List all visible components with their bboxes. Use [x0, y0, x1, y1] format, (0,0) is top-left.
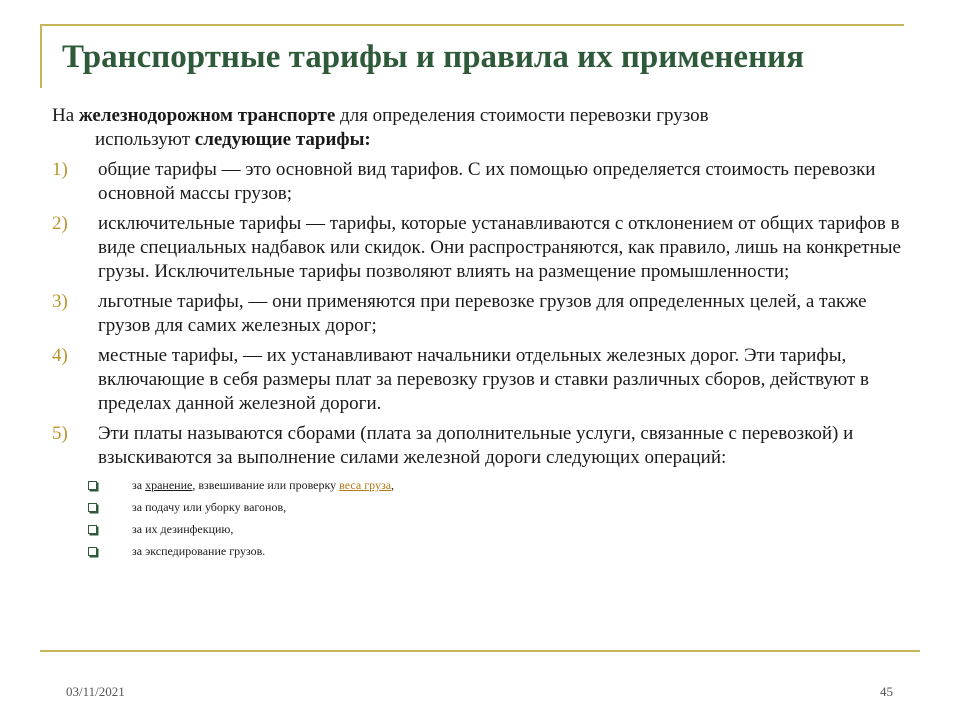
storage-text: хранение — [145, 478, 193, 492]
sub-text: за экспедирование грузов. — [132, 544, 266, 558]
sub-text: за их дезинфекцию, — [132, 522, 234, 536]
sub-text: за — [132, 478, 146, 492]
list-item-2 — [52, 212, 912, 284]
sub-text: за подачу или уборку вагонов, — [132, 500, 287, 514]
footer-date: 03/11/2021 — [66, 684, 125, 699]
cargo-weight-link[interactable]: веса груза — [339, 478, 392, 492]
checkbox-bullet-icon — [88, 503, 97, 512]
intro-text-2: для определения стоимости перевозки грузов — [335, 105, 709, 126]
bottom-divider — [40, 650, 920, 652]
sub-item-forwarding — [52, 542, 912, 560]
title-accent-bar — [40, 24, 42, 88]
intro-line-2 — [52, 128, 912, 152]
list-item-4 — [52, 344, 912, 416]
list-item-text: Эти платы называются сборами (плата за дополнительные услуги, связанные с перевозкой) и взыскиваются за выполнение силами железной дороги следующих операций: — [98, 423, 854, 468]
list-number: 5) — [52, 423, 68, 444]
sub-item-disinfection — [52, 520, 912, 538]
checkbox-bullet-icon — [88, 525, 97, 534]
list-item-text: льготные тарифы, — они применяются при перевозке грузов для определенных целей, а также грузов для самих железных дорог; — [98, 291, 867, 336]
list-item-3 — [52, 290, 912, 338]
page-number: 45 — [880, 684, 893, 699]
intro-bold-tariffs: следующие тарифы: — [194, 129, 371, 150]
checkbox-bullet-icon — [88, 481, 97, 490]
list-number: 3) — [52, 291, 68, 312]
slide-body — [52, 104, 912, 564]
list-item-1 — [52, 158, 912, 206]
list-number: 2) — [52, 213, 68, 234]
intro-text: На — [52, 105, 79, 126]
checkbox-bullet-icon — [88, 547, 97, 556]
sub-item-wagons — [52, 498, 912, 516]
list-item-text: общие тарифы — это основной вид тарифов. С их помощью определяется стоимость перевозки основной массы грузов; — [98, 159, 876, 204]
sub-text: , взвешивание или проверку — [192, 478, 340, 492]
list-item-5 — [52, 422, 912, 470]
intro-text-3: используют — [95, 129, 195, 150]
list-item-text: местные тарифы, — их устанавливают начальники отдельных железных дорог. Эти тарифы, включающие в себя размеры плат за перевозку грузов и ставки различных сборов, действуют в пределах данной железной дороги. — [98, 345, 869, 414]
list-number: 4) — [52, 345, 68, 366]
list-number: 1) — [52, 159, 68, 180]
intro-bold-rail: железнодорожном транспорте — [78, 105, 336, 126]
list-item-text: исключительные тарифы — тарифы, которые устанавливаются с отклонением от общих тарифов в виде специальных надбавок или скидок. Они распространяются, как правило, лишь на конкретные грузы. Исключительные тарифы позволяют влиять на размещение промышленности; — [98, 213, 901, 282]
slide-title: Транспортные тарифы и правила их применения — [62, 39, 804, 75]
intro-paragraph — [52, 104, 912, 152]
sub-item-storage — [52, 476, 912, 494]
sub-text: , — [391, 478, 395, 492]
top-divider — [40, 24, 904, 26]
